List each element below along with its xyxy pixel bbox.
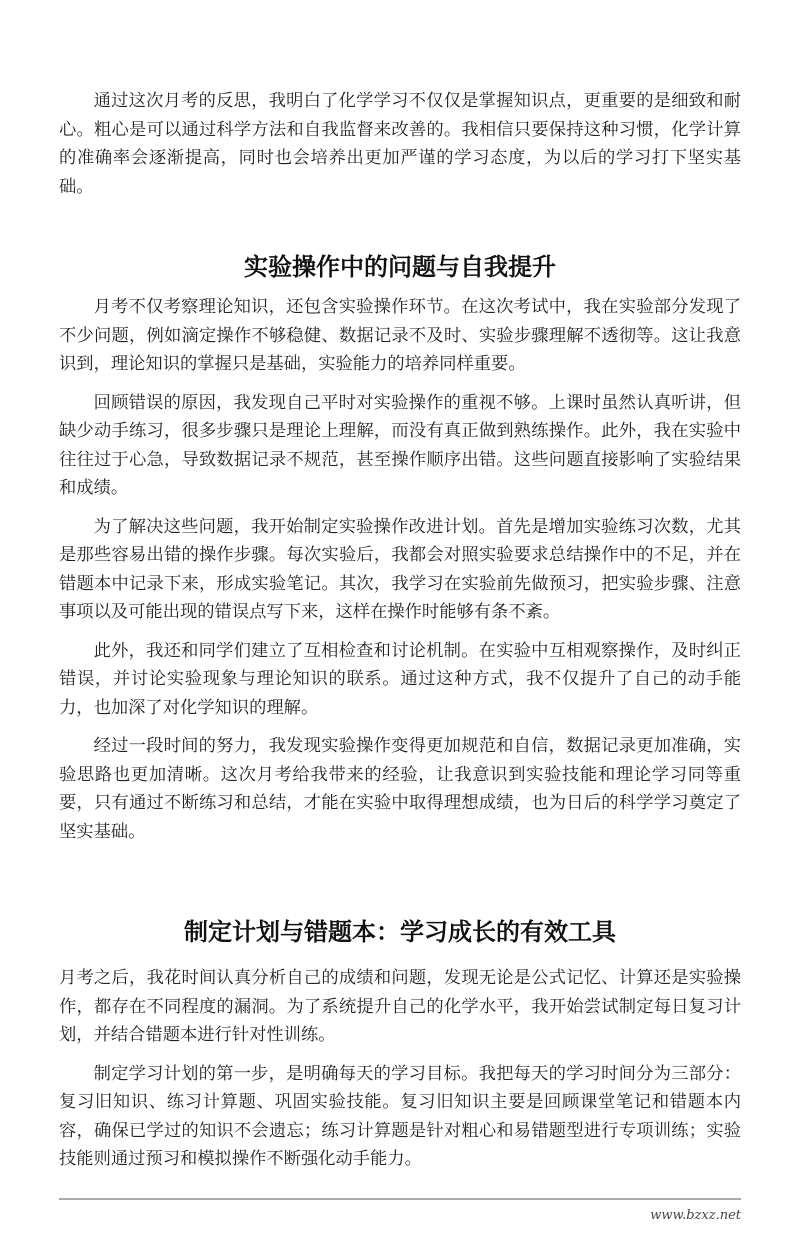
section-heading-experiment: 实验操作中的问题与自我提升 bbox=[244, 253, 556, 281]
paragraph: 月考之后，我花时间认真分析自己的成绩和问题，发现无论是公式记忆、计算还是实验操作，都存在不同程度的漏洞。为了系统提升自己的化学水平，我开始尝试制定每日复习计划，并结合错题本进行针对性训练。 bbox=[59, 968, 741, 1045]
paragraph: 经过一段时间的努力，我发现实验操作变得更加规范和自信，数据记录更加准确，实验思路也更加清晰。这次月考给我带来的经验，让我意识到实验技能和理论学习同等重要，只有通过不断练习和总结，才能在实验中取得理想成绩，也为日后的科学学习奠定了坚实基础。 bbox=[59, 736, 741, 842]
paragraph: 回顾错误的原因，我发现自己平时对实验操作的重视不够。上课时虽然认真听讲，但缺少动手练习，很多步骤只是理论上理解，而没有真正做到熟练操作。此外，我在实验中往往过于心急，导致数据记录不规范，甚至操作顺序出错。这些问题直接影响了实验结果和成绩。 bbox=[59, 392, 741, 498]
intro-paragraph: 通过这次月考的反思，我明白了化学学习不仅仅是掌握知识点，更重要的是细致和耐心。粗心是可以通过科学方法和自我监督来改善的。我相信只要保持这种习惯，化学计算的准确率会逐渐提高，同时也会培养出更加严谨的学习态度，为以后的学习打下坚实基础。 bbox=[59, 91, 741, 197]
footer-url: www.bzxz.net bbox=[650, 1207, 741, 1223]
paragraph: 为了解决这些问题，我开始制定实验操作改进计划。首先是增加实验练习次数，尤其是那些容易出错的操作步骤。每次实验后，我都会对照实验要求总结操作中的不足，并在错题本中记录下来，形成实验笔记。其次，我学习在实验前先做预习，把实验步骤、注意事项以及可能出现的错误点写下来，这样在操作时能够有条不紊。 bbox=[59, 516, 741, 622]
paragraph: 制定学习计划的第一步，是明确每天的学习目标。我把每天的学习时间分为三部分：复习旧知识、练习计算题、巩固实验技能。复习旧知识主要是回顾课堂笔记和错题本内容，确保已学过的知识不会遗忘；练习计算题是针对粗心和易错题型进行专项训练；实验技能则通过预习和模拟操作不断强化动手能力。 bbox=[59, 1063, 741, 1169]
footer-divider bbox=[59, 1198, 741, 1200]
paragraph: 月考不仅考察理论知识，还包含实验操作环节。在这次考试中，我在实验部分发现了不少问题，例如滴定操作不够稳健、数据记录不及时、实验步骤理解不透彻等。这让我意识到，理论知识的掌握只是基础，实验能力的培养同样重要。 bbox=[59, 297, 741, 374]
paragraph: 此外，我还和同学们建立了互相检查和讨论机制。在实验中互相观察操作，及时纠正错误，并讨论实验现象与理论知识的联系。通过这种方式，我不仅提升了自己的动手能力，也加深了对化学知识的理解。 bbox=[59, 640, 741, 718]
section-heading-plan: 制定计划与错题本：学习成长的有效工具 bbox=[184, 918, 616, 946]
